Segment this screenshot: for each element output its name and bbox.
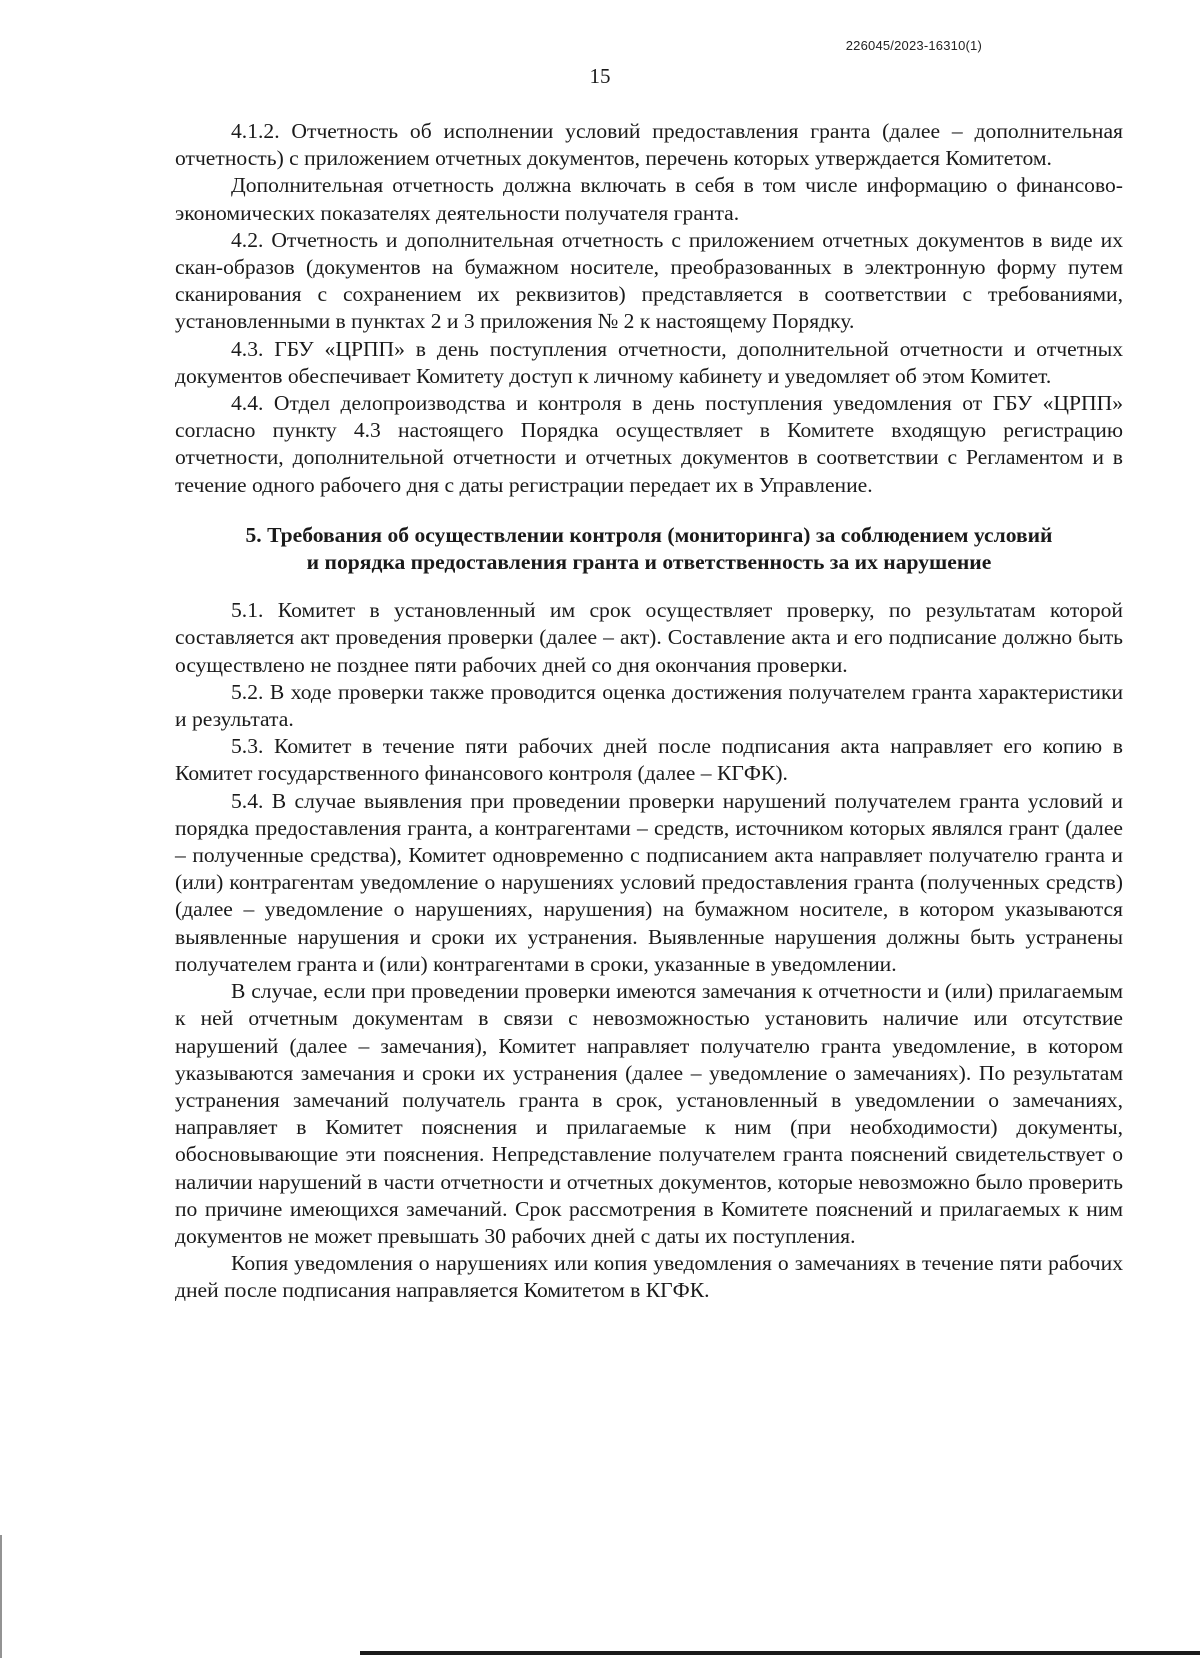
page-number: 15 (589, 64, 611, 88)
paragraph-4-1-2: 4.1.2. Отчетность об исполнении условий предоставления гранта (далее – дополнительная отчетность) с приложением отчетных документов, перечень которых утверждается Комитетом. (175, 119, 1123, 171)
scan-bottom-line (360, 1651, 1200, 1655)
scan-edge-shadow (0, 1535, 2, 1658)
paragraph-4-2: 4.2. Отчетность и дополнительная отчетность с приложением отчетных документов в виде их скан-образов (документов на бумажном носителе, преобразованных в электронную форму путем сканирования с сохранением их реквизитов) представляется в соответствии с требованиями, установленными в пунктах 2 и 3 приложения № 2 к настоящему Порядку. (175, 227, 1123, 334)
section-5-heading-line-2: и порядка предоставления гранта и ответственность за их нарушение (306, 550, 992, 575)
section-5-heading (175, 499, 1123, 597)
paragraph-copy-to-kgfk: Копия уведомления о нарушениях или копия уведомления о замечаниях в течение пяти рабочих дней после подписания направляется Комитетом в КГФК. (175, 1251, 1123, 1303)
section-5-heading-line-1: 5. Требования об осуществлении контроля (мониторинга) за соблюдением условий (245, 522, 1053, 547)
paragraph-5-2: 5.2. В ходе проверки также проводится оценка достижения получателем гранта характеристики и результата. (175, 679, 1123, 732)
paragraph-4-3: 4.3. ГБУ «ЦРПП» в день поступления отчетности, дополнительной отчетности и отчетных документов обеспечивает Комитету доступ к личному кабинету и уведомляет об этом Комитет. (175, 336, 1123, 388)
paragraph-5-3: 5.3. Комитет в течение пяти рабочих дней после подписания акта направляет его копию в Комитет государственного финансового контроля (далее – КГФК). (175, 734, 1123, 786)
paragraph-additional-reporting: Дополнительная отчетность должна включать в себя в том числе информацию о финансово-экономических показателях деятельности получателя гранта. (175, 173, 1123, 225)
paragraph-4-4: 4.4. Отдел делопроизводства и контроля в день поступления уведомления от ГБУ «ЦРПП» согласно пункту 4.3 настоящего Порядка осуществляет в Комитете входящую регистрацию отчетности, дополнительной отчетности и отчетных документов в соответствии с Регламентом и в течение одного рабочего дня с даты регистрации передает их в Управление. (175, 391, 1123, 497)
paragraph-remarks: В случае, если при проведении проверки имеются замечания к отчетности и (или) прилагаемым к ней отчетным документам в связи с невозможностью установить наличие или отсутствие нарушений (далее – замечания), Комитет направляет получателю гранта уведомление, в котором указываются замечания и сроки их устранения (далее – уведомление о замечаниях). По результатам устранения замечаний получатель гранта в срок, установленный в уведомлении о замечаниях, направляет в Комитет пояснения и прилагаемые к ним (при необходимости) документы, обосновывающие эти пояснения. Непредставление получателем гранта пояснений свидетельствует о наличии нарушений в части отчетности и отчетных документов, которые невозможно было проверить по причине имеющихся замечаний. Срок рассмотрения в Комитете пояснений и прилагаемых к ним документов не может превышать 30 рабочих дней с даты их поступления. (175, 979, 1123, 1248)
document-body (175, 118, 1123, 1305)
paragraph-5-4: 5.4. В случае выявления при проведении проверки нарушений получателем гранта условий и порядка предоставления гранта, а контрагентами – средств, источником которых являлся грант (далее – полученные средства), Комитет одновременно с подписанием акта направляет получателю гранта и (или) контрагентам уведомление о нарушениях условий предоставления гранта (полученных средств) (далее – уведомление о нарушениях, нарушения) на бумажном носителе, в котором указываются выявленные нарушения и сроки их устранения. Выявленные нарушения должны быть устранены получателем гранта и (или) контрагентами в сроки, указанные в уведомлении. (175, 788, 1123, 976)
document-registration-number: 226045/2023-16310(1) (845, 38, 982, 53)
paragraph-5-1: 5.1. Комитет в установленный им срок осуществляет проверку, по результатам которой составляется акт проведения проверки (далее – акт). Составление акта и его подписание должно быть осуществлено не позднее пяти рабочих дней со дня окончания проверки. (175, 598, 1123, 677)
